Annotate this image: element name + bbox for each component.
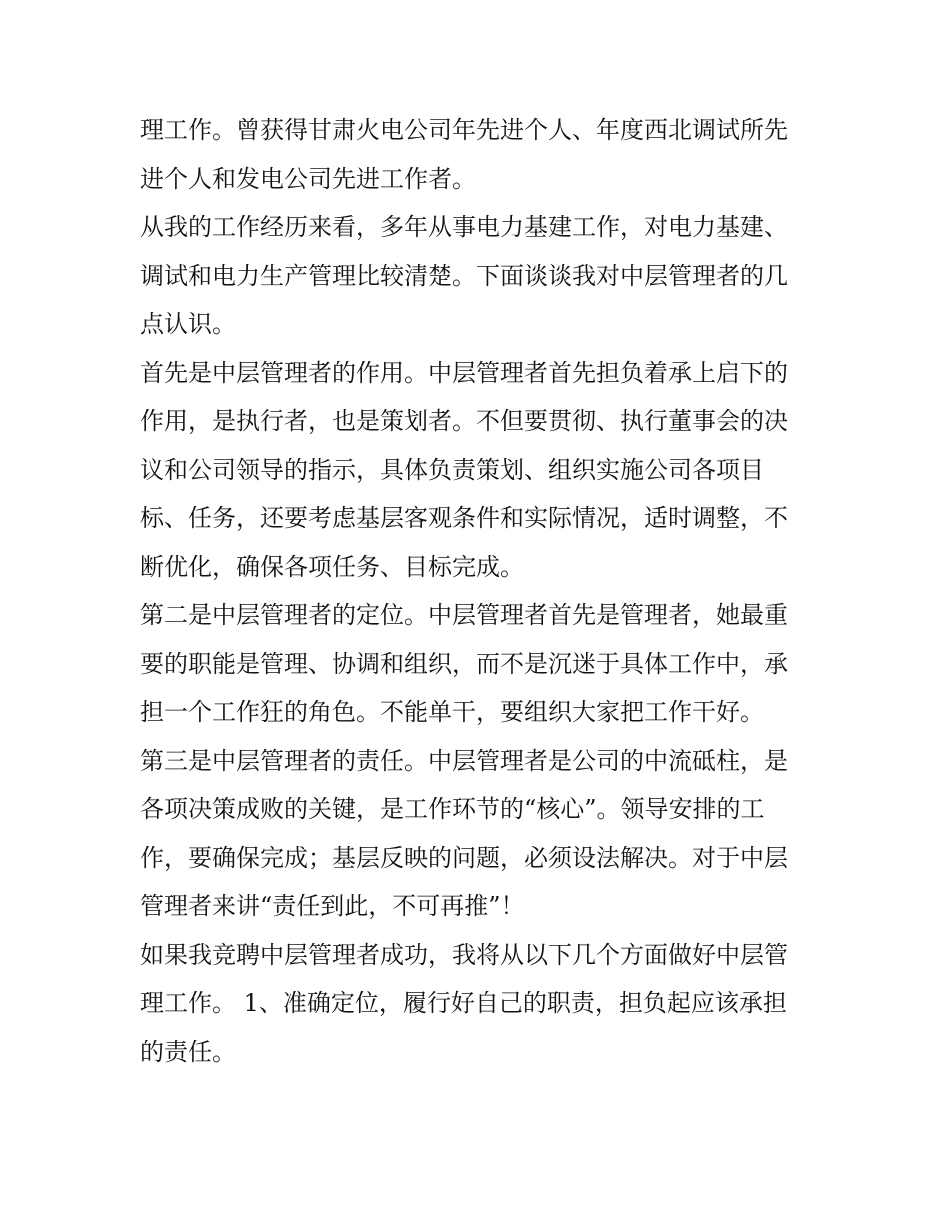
text-line-15: 各项决策成败的关键，是工作环节的“核心”。领导安排的工 (140, 795, 765, 823)
document-body-text (140, 106, 820, 1076)
text-line-18: 如果我竞聘中层管理者成功，我将从以下几个方面做好中层管 (140, 940, 788, 969)
text-line-10: 断优化，确保各项任务、目标完成。 (140, 552, 524, 581)
text-line-1: 理工作。曾获得甘肃火电公司年先进个人、年度西北调试所先 (140, 116, 788, 144)
text-line-9: 标、任务，还要考虑基层客观条件和实际情况，适时调整，不 (140, 504, 788, 532)
text-line-7: 作用，是执行者，也是策划者。不但要贯彻、执行董事会的决 (140, 407, 788, 435)
text-line-17: 管理者来讲“责任到此，不可再推”！ (140, 892, 525, 920)
text-line-5: 点认识。 (140, 310, 236, 338)
text-line-6: 首先是中层管理者的作用。中层管理者首先担负着承上启下的 (140, 358, 788, 387)
text-line-4: 调试和电力生产管理比较清楚。下面谈谈我对中层管理者的几 (140, 261, 788, 290)
text-line-3: 从我的工作经历来看，多年从事电力基建工作，对电力基建、 (140, 213, 788, 241)
text-line-12: 要的职能是管理、协调和组织，而不是沉迷于具体工作中，承 (140, 649, 788, 678)
text-line-14: 第三是中层管理者的责任。中层管理者是公司的中流砥柱，是 (140, 746, 788, 775)
text-line-19: 理工作。 1、准确定位，履行好自己的职责，担负起应该承担 (140, 989, 787, 1017)
text-line-8: 议和公司领导的指示，具体负责策划、组织实施公司各项目 (140, 455, 764, 484)
text-line-2: 进个人和发电公司先进工作者。 (140, 164, 476, 193)
text-line-11: 第二是中层管理者的定位。中层管理者首先是管理者，她最重 (140, 601, 788, 629)
text-line-16: 作，要确保完成；基层反映的问题，必须设法解决。对于中层 (140, 843, 788, 872)
text-line-13: 担一个工作狂的角色。不能单干，要组织大家把工作干好。 (140, 698, 764, 726)
text-line-20: 的责任。 (140, 1037, 236, 1066)
